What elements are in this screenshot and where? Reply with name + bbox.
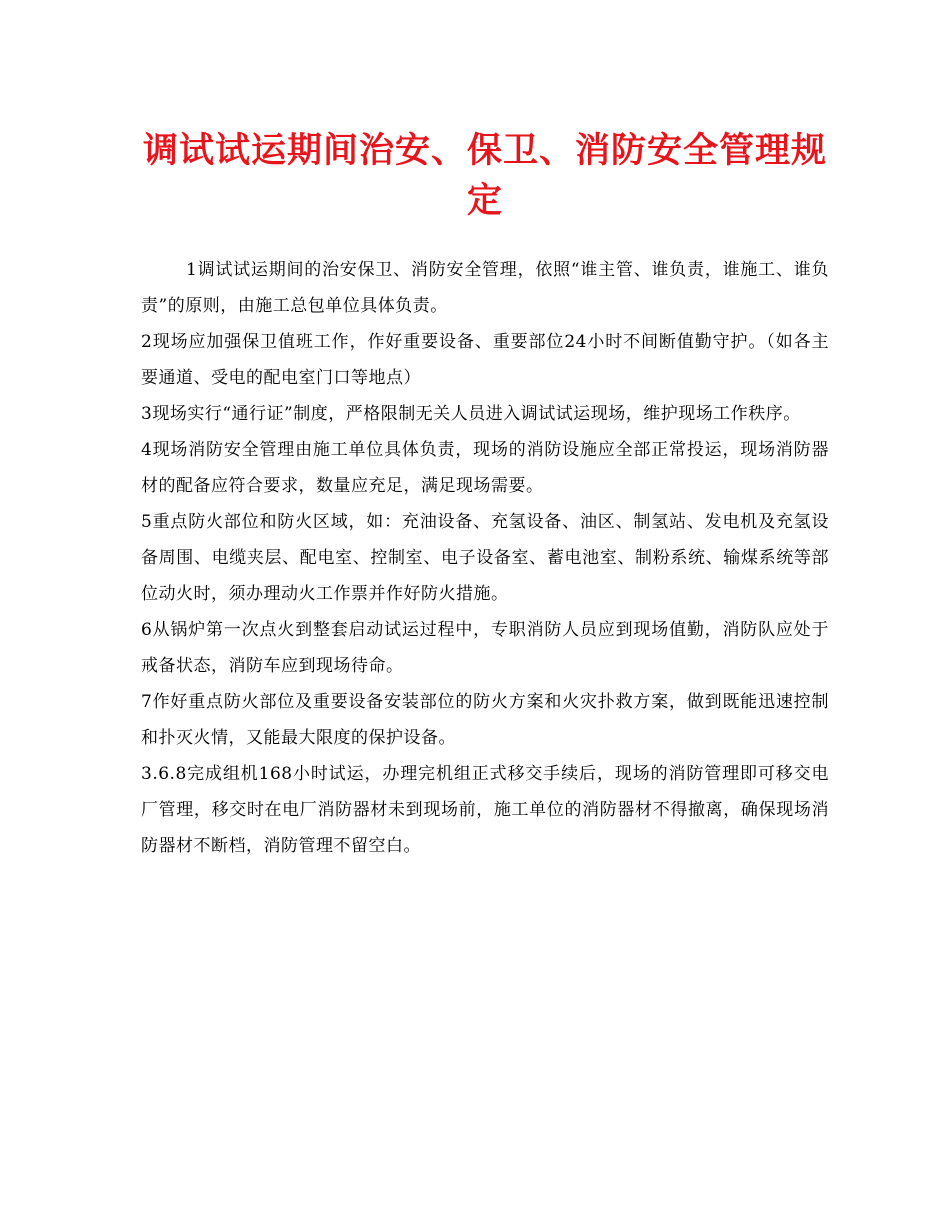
paragraph-6: 6从锅炉第一次点火到整套启动试运过程中，专职消防人员应到现场值勤，消防队应处于戒备状态，消防车应到现场待命。 bbox=[141, 620, 829, 676]
paragraph-8: 3.6.8完成组机168小时试运，办理完机组正式移交手续后，现场的消防管理即可移交电厂管理，移交时在电厂消防器材未到现场前，施工单位的消防器材不得撤离，确保现场消防器材不断档，消防管理不留空白。 bbox=[141, 764, 829, 856]
document-title: 调试试运期间治安、保卫、消防安全管理规定 bbox=[142, 131, 827, 221]
paragraph-2: 2现场应加强保卫值班工作，作好重要设备、重要部位24小时不间断值勤守护。（如各主要通道、受电的配电室门口等地点） bbox=[141, 332, 829, 388]
paragraph-3: 3现场实行“通行证”制度，严格限制无关人员进入调试试运现场，维护现场工作秩序。 bbox=[141, 404, 801, 424]
paragraph-7: 7作好重点防火部位及重要设备安装部位的防火方案和火灾扑救方案，做到既能迅速控制和扑灭火情，又能最大限度的保护设备。 bbox=[141, 692, 829, 748]
document-body bbox=[141, 252, 829, 864]
paragraph-5: 5重点防火部位和防火区域，如：充油设备、充氢设备、油区、制氢站、发电机及充氢设备周围、电缆夹层、配电室、控制室、电子设备室、蓄电池室、制粉系统、输煤系统等部位动火时，须办理动火工作票并作好防火措施。 bbox=[141, 512, 829, 604]
paragraph-1: 1调试试运期间的治安保卫、消防安全管理，依照“谁主管、谁负责，谁施工、谁负责”的原则，由施工总包单位具体负责。 bbox=[141, 260, 829, 316]
paragraph-4: 4现场消防安全管理由施工单位具体负责，现场的消防设施应全部正常投运，现场消防器材的配备应符合要求，数量应充足，满足现场需要。 bbox=[141, 440, 829, 496]
